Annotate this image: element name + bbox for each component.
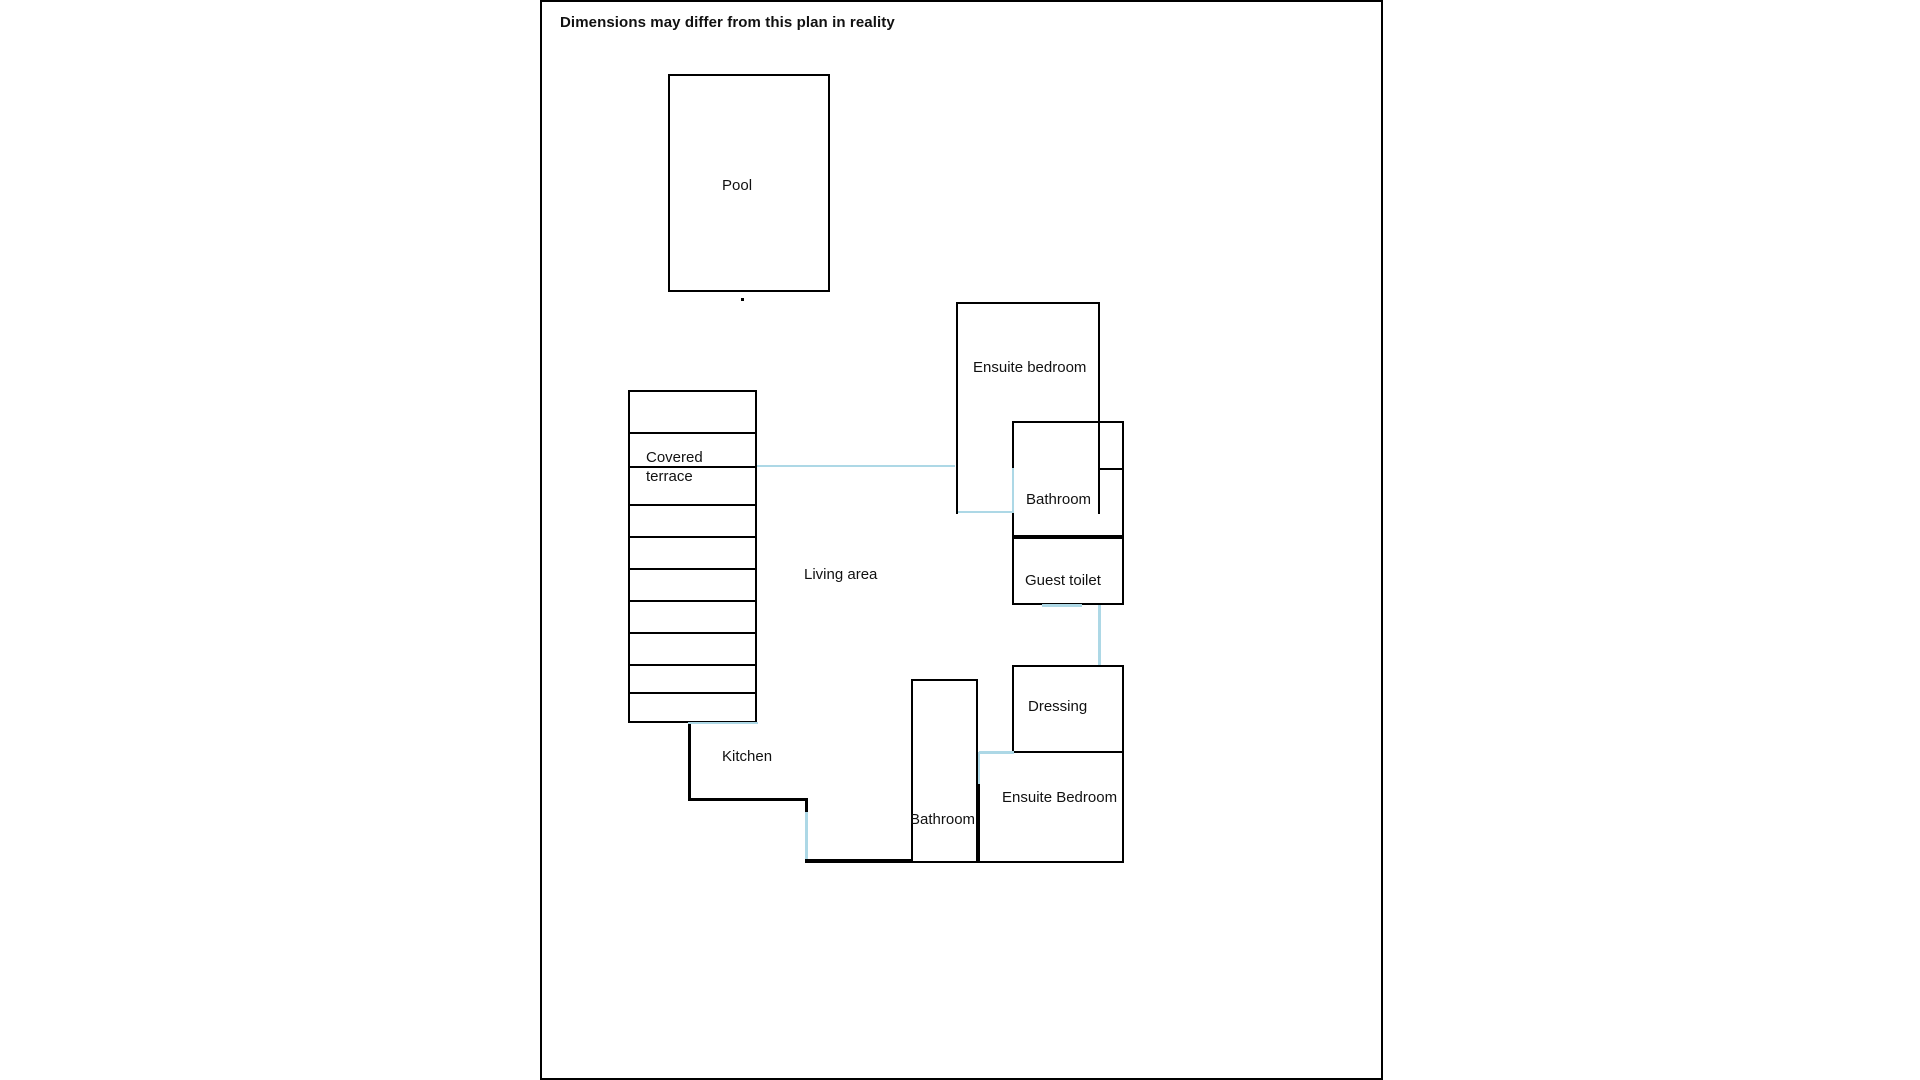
room-label-ensuite-bedroom-top: Ensuite bedroom [973, 359, 1087, 376]
terrace-slat-9 [628, 692, 757, 694]
room-guest-toilet [1012, 537, 1124, 605]
door-terrace-to-living [757, 465, 955, 467]
room-label-guest-toilet: Guest toilet [1025, 572, 1101, 589]
room-label-living-area: Living area [804, 566, 878, 583]
wall-kitchen-bottom [688, 798, 808, 801]
door-bathroom-top-bottom [958, 511, 1014, 513]
room-ensuite-bedroom-bottom [978, 753, 1124, 863]
room-label-ensuite-bedroom-bottom: Ensuite Bedroom [1002, 789, 1118, 806]
terrace-slat-8 [628, 664, 757, 666]
wall-bathroom-top-right-ext [1098, 468, 1124, 470]
wall-kitchen-left [688, 724, 691, 800]
room-label-covered-terrace-line1: Covered [646, 449, 703, 466]
door-terrace-bottom [688, 722, 758, 724]
terrace-slat-5 [628, 568, 757, 570]
room-label-bathroom-bottom: Bathroom [910, 811, 976, 828]
door-guest-toilet-to-dressing [1098, 605, 1101, 667]
terrace-slat-3 [628, 504, 757, 506]
room-label-bathroom-top: Bathroom [1026, 491, 1092, 508]
pool-mark [741, 298, 744, 301]
terrace-slat-7 [628, 632, 757, 634]
room-label-pool: Pool [722, 177, 753, 194]
wall-bottom-corridor [805, 859, 913, 863]
room-label-dressing: Dressing [1028, 698, 1088, 715]
plan-disclaimer-note: Dimensions may differ from this plan in reality [560, 14, 895, 31]
door-bathroom-bottom-top [978, 752, 980, 784]
door-bathroom-top-left [1012, 468, 1014, 512]
door-guest-toilet-bottom [1042, 604, 1082, 607]
plan-frame [540, 0, 1383, 1080]
terrace-slat-1 [628, 432, 757, 434]
terrace-slat-4 [628, 536, 757, 538]
room-bathroom-top [1012, 421, 1124, 537]
room-covered-terrace [628, 390, 757, 723]
room-bathroom-bottom [911, 679, 978, 863]
room-label-kitchen: Kitchen [722, 748, 773, 765]
terrace-slat-6 [628, 600, 757, 602]
room-label-covered-terrace-line2: terrace [646, 468, 693, 485]
door-kitchen-to-hall [805, 812, 808, 862]
